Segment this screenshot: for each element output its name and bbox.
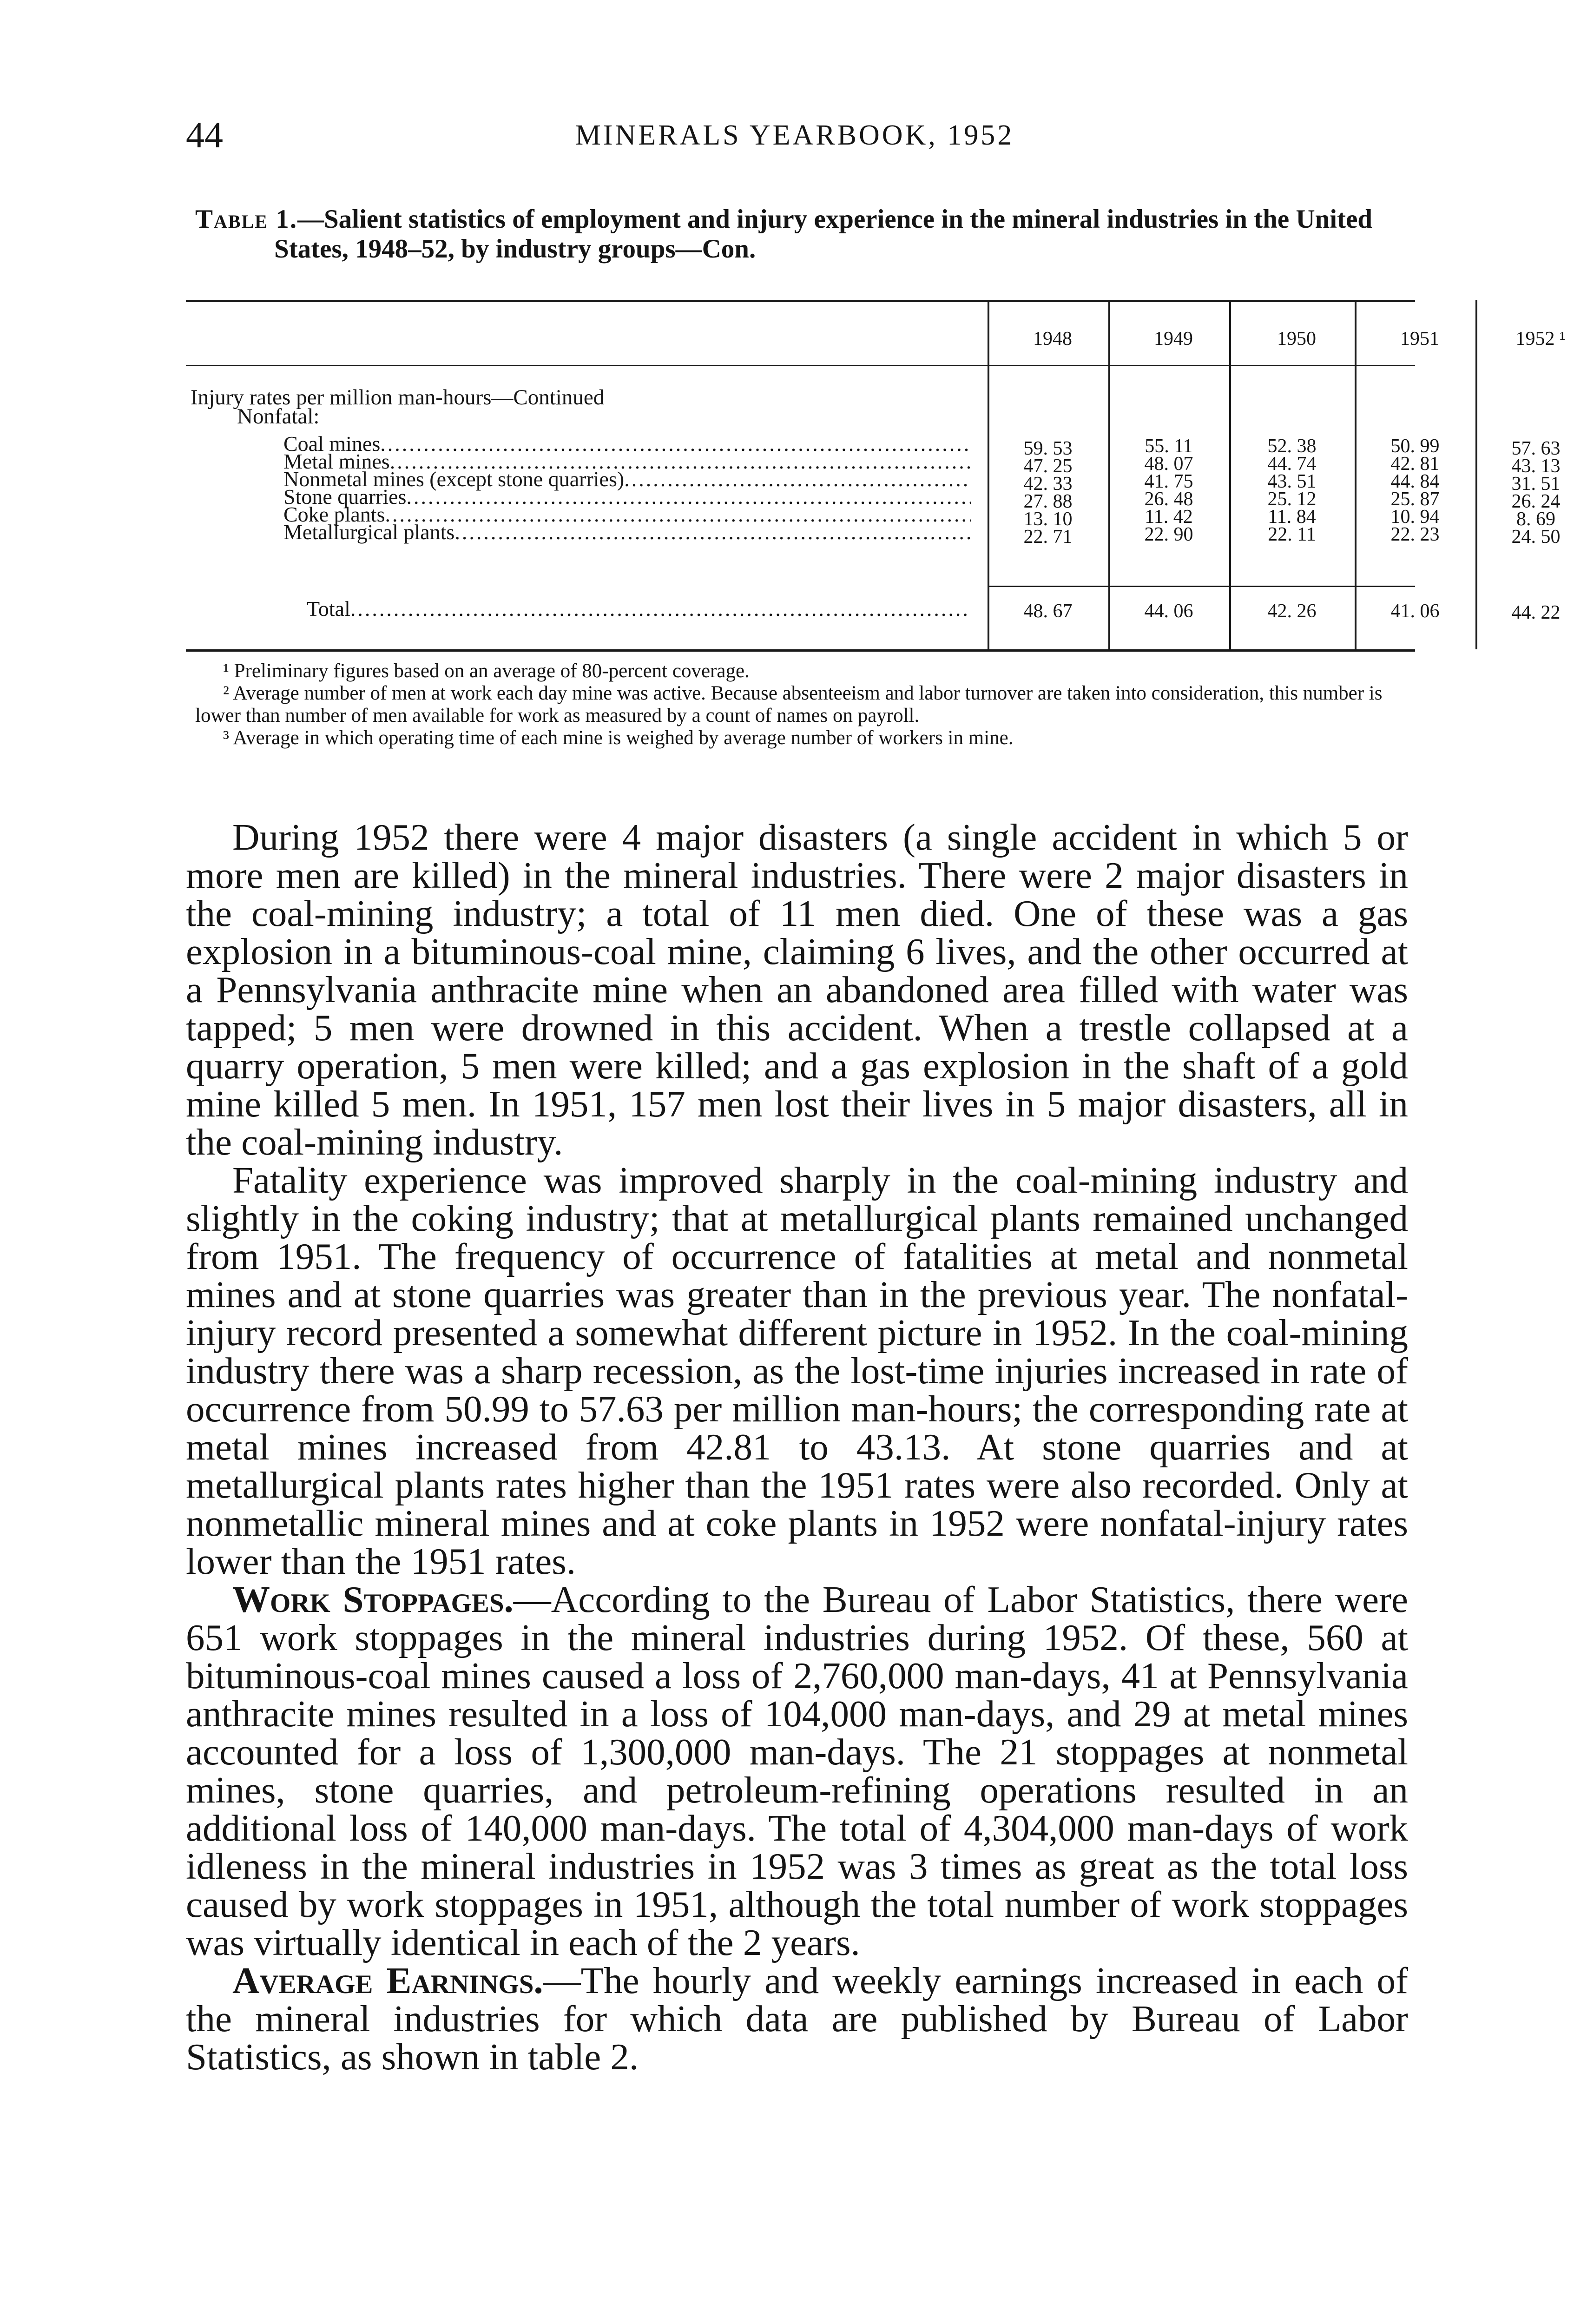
table-cell: 41. 75 [1144, 471, 1193, 492]
table-cell: 22. 71 [1023, 526, 1073, 548]
row-label: Coke plants ..... [283, 503, 971, 526]
body-text [186, 818, 1408, 2076]
table-bottom-rule [186, 649, 1415, 652]
subsection-heading: Nonfatal: [237, 404, 320, 429]
column-header: 1952 ¹ [1515, 328, 1566, 350]
paragraph-work-stoppages: Work Stoppages.—According to the Bureau of Labor Statistics, there were 651 work stoppages in the mineral industries during 1952. Of these, 560 at bituminous-coal mines caused a loss of 2,760,000 man-days, 41 at Pennsylvania anthracite mines resulted in a loss of 104,000 man-days, and 29 at metal mines accounted for a loss of 1,300,000 man-days. The 21 stoppages at nonmetal mines, stone quarries, and petroleum-refining operations resulted in an additional loss of 140,000 man-days. The total of 4,304,000 man-days of work idleness in the mineral industries in 1952 was 3 times as great as the total loss caused by work stoppages in 1951, although the total number of work stoppages was virtually identical in each of the 2 years. [186, 1578, 1408, 1963]
run-in-heading: Work Stoppages. [232, 1578, 514, 1620]
column-header: 1951 [1400, 328, 1439, 350]
table-cell: 55. 11 [1145, 436, 1193, 457]
paragraph-average-earnings: Average Earnings.—The hourly and weekly earnings increased in each of the mineral industries for which data are published by Bureau of Labor Statistics, as shown in table 2. [186, 1960, 1408, 2078]
table-cell: 44. 84 [1390, 471, 1440, 492]
table-cell: 8. 69 [1516, 508, 1555, 530]
table-footnotes [195, 660, 1413, 749]
paragraph: During 1952 there were 4 major disasters (a single accident in which 5 or more men are killed) in the mineral industries. There were 2 major disasters in the coal-mining industry; a total of 11 men died. One of these was a gas explosion in a bituminous-coal mine, claiming 6 lives, and the other occurred at a Pennsylvania anthracite mine when an abandoned area filled with water was tapped; 5 men were drowned in this accident. When a trestle collapsed at a quarry operation, 5 men were killed; and a gas explosion in the shaft of a gold mine killed 5 men. In 1951, 157 men lost their lives in 5 major disasters, all in the coal-mining industry. [186, 816, 1408, 1163]
table-cell: 11. 42 [1145, 506, 1193, 528]
column-header: 1950 [1277, 328, 1316, 350]
table-cell: 27. 88 [1023, 491, 1073, 512]
table-cell: 26. 48 [1144, 489, 1193, 510]
table-cell: 22. 23 [1390, 524, 1440, 545]
running-title: MINERALS YEARBOOK, 1952 [575, 119, 1014, 151]
footnote: ² Average number of men at work each day mine was active. Because absenteeism and labor turnover are taken into consideration, this number is lower than number of men available for work as measured by a count of names on payroll. [195, 682, 1383, 726]
section-heading: Injury rates per million man-hours—Continued [191, 385, 605, 409]
total-cell: 48. 67 [1023, 601, 1073, 622]
table-cell: 47. 25 [1023, 456, 1073, 477]
total-cell: 42. 26 [1267, 601, 1317, 622]
column-divider [988, 365, 989, 649]
table-cell: 31. 51 [1511, 473, 1561, 495]
table-cell: 50. 99 [1390, 436, 1440, 457]
table-total-rule [988, 586, 1415, 587]
column-divider [1229, 300, 1231, 649]
total-row-label: Total ..... [307, 597, 971, 621]
table-cell: 10. 94 [1390, 506, 1440, 528]
page-number: 44 [186, 115, 223, 156]
table-cell: 48. 07 [1144, 453, 1193, 475]
table-cell: 43. 51 [1267, 471, 1317, 492]
table-cell: 44. 74 [1267, 453, 1317, 475]
row-label: Stone quarries ..... [283, 485, 971, 508]
footnote: ³ Average in which operating time of each mine is weighed by average number of workers in mine. [223, 727, 1014, 749]
total-cell: 44. 22 [1511, 602, 1561, 623]
statistics-table [186, 300, 1566, 653]
row-label: Nonmetal mines (except stone quarries) ..... [283, 468, 971, 491]
row-label: Metallurgical plants ..... [283, 521, 971, 544]
table-cell: 11. 84 [1268, 506, 1316, 528]
table-title-text: —Salient statistics of employment and injury experience in the mineral industries in the United States, 1948–52, by industry groups—Con. [274, 205, 1373, 264]
table-cell: 26. 24 [1511, 491, 1561, 512]
table-title [195, 205, 1413, 264]
table-cell: 43. 13 [1511, 456, 1561, 477]
table-cell: 22. 11 [1268, 524, 1316, 545]
column-header: 1949 [1154, 328, 1193, 350]
total-cell: 41. 06 [1390, 601, 1440, 622]
table-cell: 22. 90 [1144, 524, 1193, 545]
column-divider [988, 300, 989, 365]
footnote: ¹ Preliminary figures based on an average of 80-percent coverage. [223, 660, 750, 682]
table-cell: 25. 12 [1267, 489, 1317, 510]
table-cell: 42. 33 [1023, 473, 1073, 495]
row-label: Metal mines ..... [283, 450, 971, 473]
table-title-label: Table 1. [195, 205, 297, 234]
table-cell: 42. 81 [1390, 453, 1440, 475]
table-cell: 13. 10 [1023, 508, 1073, 530]
column-divider [1355, 300, 1357, 649]
column-header: 1948 [1033, 328, 1072, 350]
column-divider [1108, 300, 1110, 649]
total-cell: 44. 06 [1144, 601, 1193, 622]
table-cell: 24. 50 [1511, 526, 1561, 548]
table-cell: 59. 53 [1023, 438, 1073, 459]
table-cell: 25. 87 [1390, 489, 1440, 510]
page-header [186, 110, 1403, 161]
table-cell: 52. 38 [1267, 436, 1317, 457]
run-in-heading: Average Earnings. [232, 1960, 543, 2001]
table-cell: 57. 63 [1511, 438, 1561, 459]
column-divider [1475, 300, 1477, 649]
row-label: Coal mines ..... [283, 432, 971, 456]
paragraph: Fatality experience was improved sharply in the coal-mining industry and slightly in the coking industry; that at metallurgical plants remained unchanged from 1951. The frequency of occurrence of fatalities at metal and nonmetal mines and at stone quarries was greater than in the previous year. The nonfatal-injury record presented a somewhat different picture in 1952. In the coal-mining industry there was a sharp recession, as the lost-time injuries increased in rate of occurrence from 50.99 to 57.63 per million man-hours; the corresponding rate at metal mines increased from 42.81 to 43.13. At stone quarries and at metallurgical plants rates higher than the 1951 rates were also recorded. Only at nonmetallic mineral mines and at coke plants in 1952 were nonfatal-injury rates lower than the 1951 rates. [186, 1159, 1408, 1582]
